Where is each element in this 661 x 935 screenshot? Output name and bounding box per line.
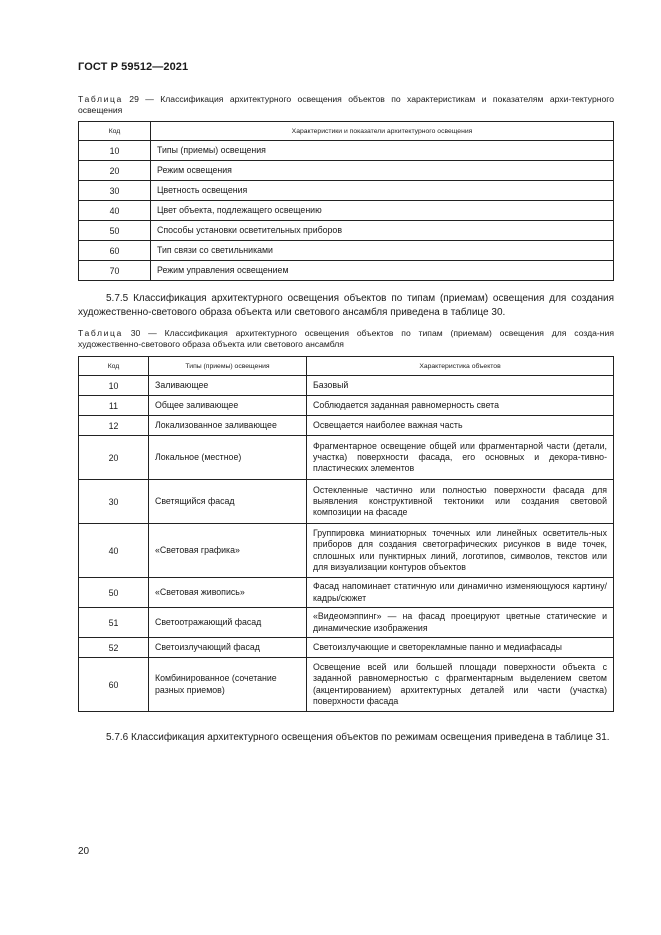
table-row: [79, 221, 614, 241]
row-code: 60: [79, 658, 149, 712]
row-lighting-type: «Световая живопись»: [149, 578, 307, 608]
row-characteristics: «Видеомэппинг» — на фасад проецируют цветные статические и динамические изображения: [307, 608, 614, 638]
table-29-caption: [78, 94, 614, 116]
table-30-caption: [78, 328, 614, 350]
row-characteristics: Освещение всей или большей площади поверхности объекта с заданной равномерностью с фрагментарным выделением светом (акцентированием) архитектурных деталей или части (участка) поверхности фасада: [307, 658, 614, 712]
table-row: [79, 436, 614, 480]
table-row: [79, 524, 614, 578]
row-description: Цветность освещения: [151, 181, 614, 201]
paragraph-5-7-6: 5.7.6 Классификация архитектурного освещения объектов по режимам освещения приведена в таблице 31.: [106, 732, 610, 743]
row-description: Цвет объекта, подлежащего освещению: [151, 201, 614, 221]
document-title: ГОСТ Р 59512—2021: [78, 61, 189, 73]
row-characteristics: Фрагментарное освещение общей или фрагментарной части (детали, участка) поверхности фасада, его основных и декора-тивно-пластических элементов: [307, 436, 614, 480]
column-header-code: Код: [79, 357, 149, 376]
row-characteristics: Соблюдается заданная равномерность света: [307, 396, 614, 416]
table-row: [79, 376, 614, 396]
row-characteristics: Фасад напоминает статичную или динамично изменяющуюся картину/кадры/сюжет: [307, 578, 614, 608]
row-code: 30: [79, 181, 151, 201]
row-code: 40: [79, 201, 151, 221]
table-row: [79, 578, 614, 608]
table-row: [79, 638, 614, 658]
row-lighting-type: «Световая графика»: [149, 524, 307, 578]
row-code: 50: [79, 221, 151, 241]
row-code: 20: [79, 161, 151, 181]
row-code: 10: [79, 141, 151, 161]
table-row: [79, 181, 614, 201]
row-code: 10: [79, 376, 149, 396]
table-30-caption-label: Таблица: [78, 328, 123, 338]
row-code: 20: [79, 436, 149, 480]
table-30-header-row: [79, 357, 614, 376]
row-description: Режим освещения: [151, 161, 614, 181]
table-row: [79, 241, 614, 261]
row-lighting-type: Светящийся фасад: [149, 480, 307, 524]
column-header-object-characteristics: Характеристика объектов: [307, 357, 614, 376]
row-characteristics: Освещается наиболее важная часть: [307, 416, 614, 436]
row-code: 51: [79, 608, 149, 638]
table-29-header-row: [79, 122, 614, 141]
row-code: 11: [79, 396, 149, 416]
row-code: 50: [79, 578, 149, 608]
table-29-caption-text: 29 — Классификация архитектурного освещения объектов по характеристикам и показателям архи-тектурного освещения: [78, 94, 614, 115]
row-description: Тип связи со светильниками: [151, 241, 614, 261]
table-row: [79, 161, 614, 181]
page-number: 20: [78, 846, 90, 857]
row-description: Типы (приемы) освещения: [151, 141, 614, 161]
table-row: [79, 658, 614, 712]
table-row: [79, 416, 614, 436]
paragraph-5-7-5: 5.7.5 Классификация архитектурного освещения объектов по типам (приемам) освещения для создания художественно-светового образа объекта или светового ансамбля приведена в таблице 30.: [78, 293, 614, 318]
row-code: 52: [79, 638, 149, 658]
column-header-lighting-type: Типы (приемы) освещения: [149, 357, 307, 376]
row-lighting-type: Комбинированное (сочетание разных приемов): [149, 658, 307, 712]
row-code: 70: [79, 261, 151, 281]
row-description: Режим управления освещением: [151, 261, 614, 281]
table-30: [78, 356, 614, 712]
row-lighting-type: Общее заливающее: [149, 396, 307, 416]
row-characteristics: Остекленные частично или полностью поверхности фасада для выявления конструктивной тектоники или создания световой композиции на фасаде: [307, 480, 614, 524]
row-characteristics: Группировка миниатюрных точечных или линейных осветитель-ных приборов для создания светографических рисунков в виде точек, сплошных или пунктирных линий, логотипов, символов, текстов или для визуализации контуров объектов: [307, 524, 614, 578]
row-lighting-type: Локализованное заливающее: [149, 416, 307, 436]
row-characteristics: Базовый: [307, 376, 614, 396]
row-description: Способы установки осветительных приборов: [151, 221, 614, 241]
table-row: [79, 396, 614, 416]
row-lighting-type: Заливающее: [149, 376, 307, 396]
table-29: [78, 121, 614, 281]
row-lighting-type: Светоотражающий фасад: [149, 608, 307, 638]
row-code: 30: [79, 480, 149, 524]
column-header-code: Код: [79, 122, 151, 141]
table-row: [79, 201, 614, 221]
row-code: 40: [79, 524, 149, 578]
table-row: [79, 480, 614, 524]
column-header-characteristics: Характеристики и показатели архитектурного освещения: [151, 122, 614, 141]
table-row: [79, 141, 614, 161]
table-row: [79, 261, 614, 281]
row-lighting-type: Светоизлучающий фасад: [149, 638, 307, 658]
table-row: [79, 608, 614, 638]
row-characteristics: Светоизлучающие и светорекламные панно и медиафасады: [307, 638, 614, 658]
row-code: 12: [79, 416, 149, 436]
row-code: 60: [79, 241, 151, 261]
table-29-caption-label: Таблица: [78, 94, 123, 104]
table-30-caption-text: 30 — Классификация архитектурного освещения объектов по типам (приемам) освещения для созда-ния художественно-светового образа объекта или светового ансамбля: [78, 328, 614, 349]
row-lighting-type: Локальное (местное): [149, 436, 307, 480]
